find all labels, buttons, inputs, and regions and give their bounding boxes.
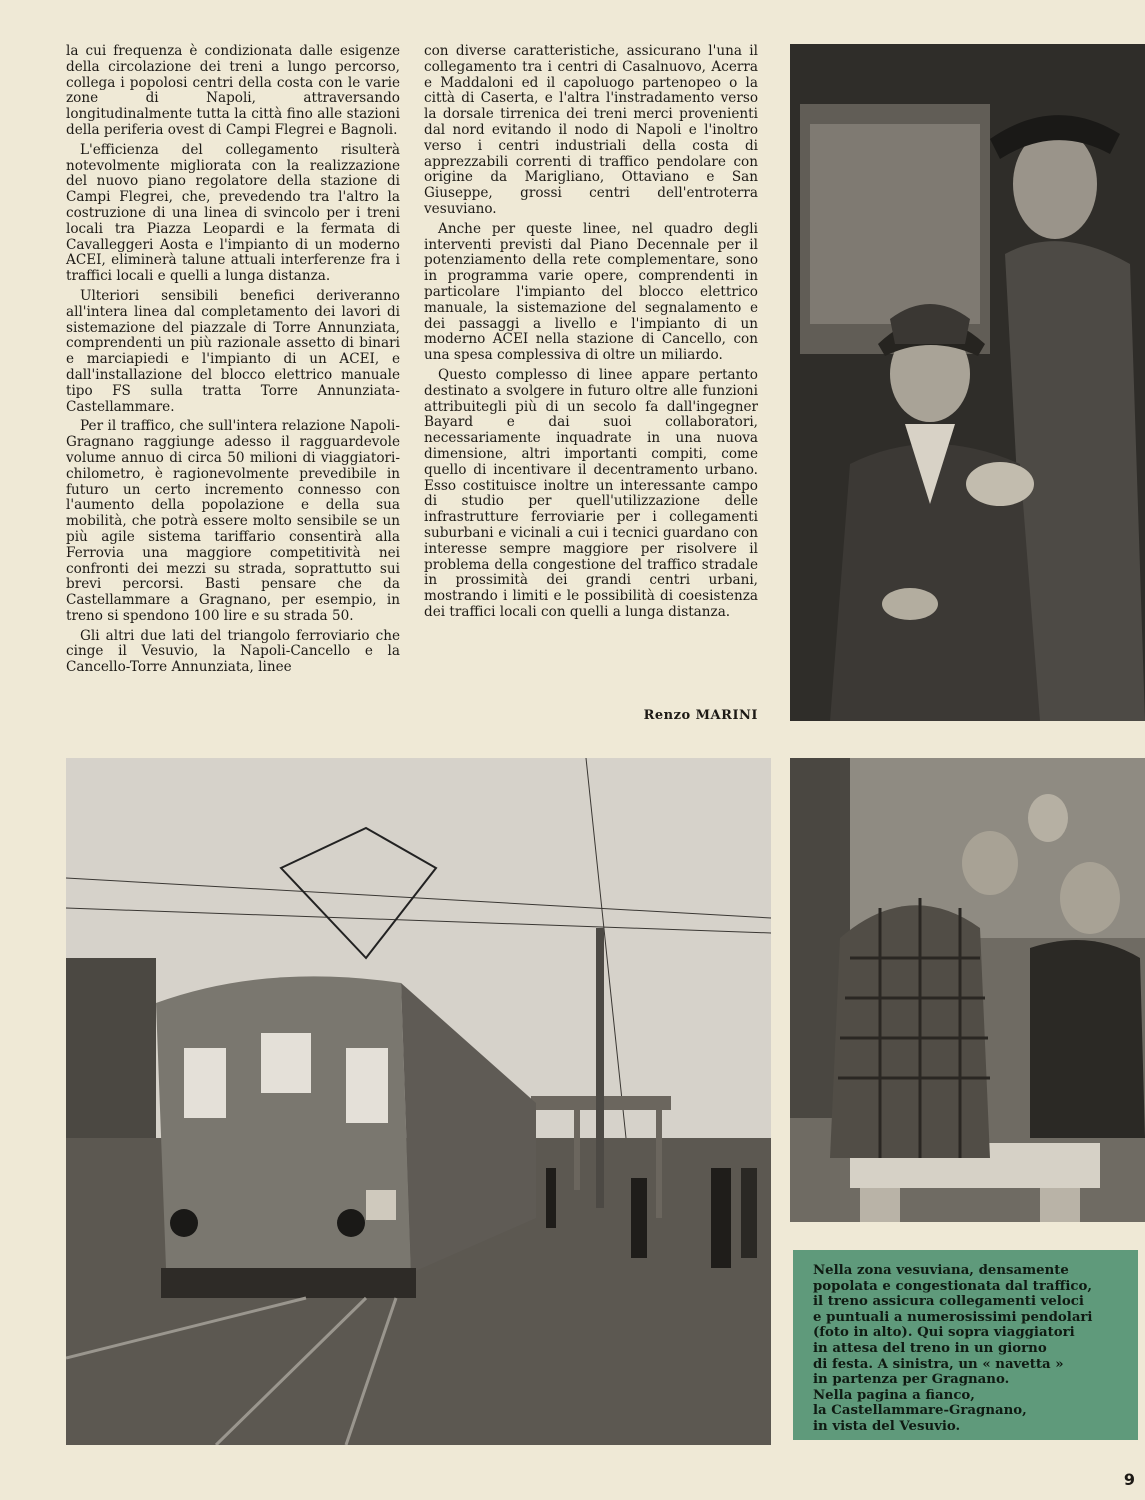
- photo-train-illustration: [66, 758, 771, 1445]
- paragraph: Gli altri due lati del triangolo ferroviario che cinge il Vesuvio, la Napoli-Cancello e la Cancello-Torre Annunziata, linee: [66, 627, 400, 676]
- photo-caption: [793, 1250, 1138, 1440]
- photo-train-at-station: [66, 758, 771, 1445]
- photo-passengers-in-train: [790, 44, 1145, 721]
- caption-line: in attesa del treno in un giorno: [813, 1340, 1047, 1356]
- caption-line: (foto in alto). Qui sopra viaggiatori: [813, 1325, 1075, 1341]
- paragraph: con diverse caratteristiche, assicurano l'una il collegamento tra i centri di Casalnuovo, Acerra e Maddaloni ed il capoluogo partenopeo o la città di Caserta, e l'altra l'instradamento verso la dorsale tirrenica dei treni merci provenienti dal nord evitando il nodo di Napoli e l'inoltro verso i centri industriali della costa di apprezzabili correnti di traffico pendolare con origine da Marigliano, Ottaviano e San Giuseppe, grossi centri dell'entroterra vesuviano.: [424, 43, 758, 217]
- caption-line: Nella zona vesuviana, densamente: [813, 1263, 1069, 1278]
- article-column-1: [66, 44, 400, 680]
- paragraph: Per il traffico, che sull'intera relazione Napoli-Gragnano raggiunge adesso il ragguardevole volume annuo di circa 50 milioni di viaggiatori-chilometro, è ragionevolmente prevedibile in futuro un certo incremento connesso con l'aumento della popolazione e della sua mobilità, che potrà essere molto sensibile se un più agile sistema tariffario consentirà alla Ferrovia una maggiore competitività nei confronti dei mezzi su strada, soprattutto sui brevi percorsi. Basti pensare che da Castellammare a Gragnano, per esempio, in treno si spendono 100 lire e su strada 50.: [66, 418, 400, 624]
- article-column-2: [424, 44, 758, 625]
- caption-line: popolata e congestionata dal traffico,: [813, 1278, 1093, 1294]
- author-signature: Renzo MARINI: [643, 708, 758, 723]
- photo-travellers-illustration: [790, 758, 1145, 1222]
- caption-line: la Castellammare-Gragnano,: [813, 1403, 1027, 1419]
- paragraph: la cui frequenza è condizionata dalle esigenze della circolazione dei treni a lungo percorso, collega i popolosi centri della costa con le varie zone di Napoli, attraversando longitudinalmente tutta la città fino alle stazioni della periferia ovest di Campi Flegrei e Bagnoli.: [66, 43, 400, 138]
- paragraph: Questo complesso di linee appare pertanto destinato a svolgere in futuro oltre alle funzioni attribuitegli più di un secolo fa dall'ingegner Bayard e dai suoi collaboratori, necessariamente inquadrate in una nuova dimensione, altri importanti compiti, come quello di incentivare il decentramento urbano. Esso costituisce inoltre un interessante campo di studio per quell'utilizzazione delle infrastrutture ferroviarie per i collegamenti suburbani e vicinali a cui i tecnici guardano con interesse sempre maggiore per risolvere il problema della congestione del traffico stradale in prossimità dei grandi centri urbani, mostrando i limiti e le possibilità di coesistenza dei traffici locali con quelli a lunga distanza.: [424, 366, 758, 620]
- paragraph: L'efficienza del collegamento risulterà notevolmente migliorata con la realizzazione del nuovo piano regolatore della stazione di Campi Flegrei, che, prevedendo tra l'altro la costruzione di una linea di svincolo per i treni locali tra Piazza Leopardi e la fermata di Cavalleggeri Aosta e l'impianto di un moderno ACEI, eliminerà talune attuali interferenze fra i traffici locali e quelli a lunga distanza.: [66, 141, 400, 285]
- paragraph: Ulteriori sensibili benefici deriveranno all'intera linea dal completamento dei lavori di sistemazione del piazzale di Torre Annunziata, comprendenti un più razionale assetto di binari e marciapiedi e l'impianto di un ACEI, e dall'installazione del blocco elettrico manuale tipo FS sulla tratta Torre Annunziata-Castellammare.: [66, 287, 400, 415]
- caption-line: e puntuali a numerosissimi pendolari: [813, 1309, 1093, 1325]
- caption-line: in vista del Vesuvio.: [813, 1418, 961, 1434]
- caption-line: di festa. A sinistra, un « navetta »: [813, 1356, 1064, 1372]
- paragraph: Anche per queste linee, nel quadro degli interventi previsti dal Piano Decennale per il potenziamento della rete complementare, sono in programma varie opere, comprendenti in particolare l'impianto del blocco elettrico manuale, la sistemazione del segnalamento e dei passaggi a livello e l'impianto di un moderno ACEI nella stazione di Cancello, con una spesa complessiva di oltre un miliardo.: [424, 220, 758, 364]
- page-number: 9: [1123, 1470, 1135, 1489]
- photo-travellers-waiting: [790, 758, 1145, 1222]
- caption-line: il treno assicura collegamenti veloci: [813, 1294, 1084, 1310]
- caption-line: in partenza per Gragnano.: [813, 1372, 1010, 1388]
- caption-line: Nella pagina a fianco,: [813, 1387, 975, 1403]
- photo-passengers-illustration: [790, 44, 1145, 721]
